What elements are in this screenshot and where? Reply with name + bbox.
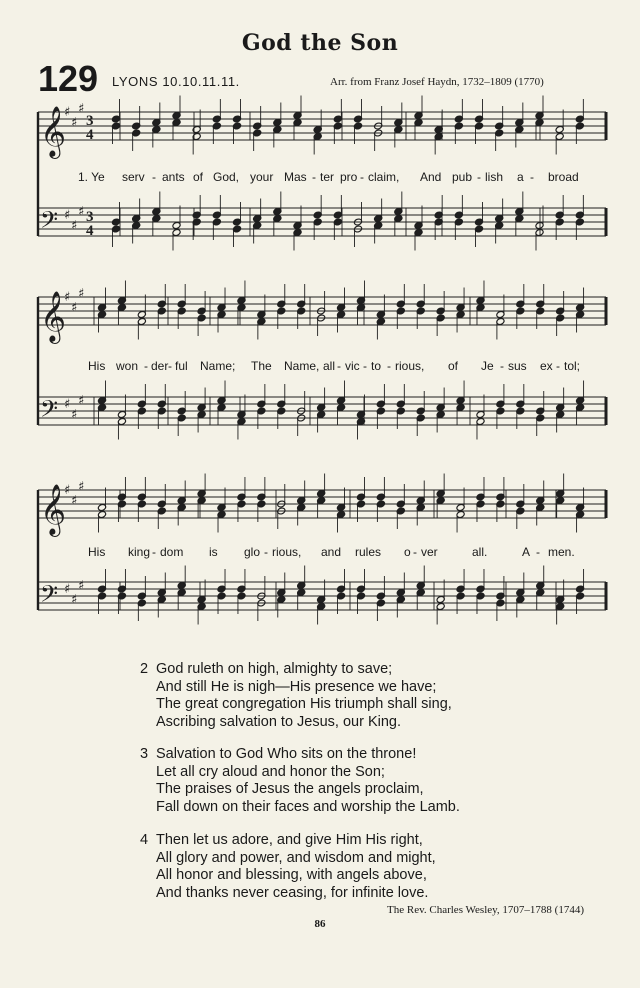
verse-line: Fall down on their faces and worship the Lamb. [156,798,460,815]
lyric-syllable: a [517,170,524,184]
bass-clef: 𝄢 [40,395,59,428]
time-signature-top: 3 [86,113,94,129]
lyric-syllable: His [88,359,106,373]
lyric-syllable: Name; [200,359,236,373]
lyric-syllable: to [371,359,382,373]
lyric-syllable: lish [485,170,504,184]
verse-line: Then let us adore, and give Him His right, [156,832,423,848]
treble-clef: 𝄞 [40,291,67,342]
lyric-syllable: men. [548,545,575,559]
verse-3 [140,746,460,816]
verse-number: 3 [140,746,149,762]
lyric-syllable: - [477,170,481,184]
sharp-sign: ♯ [64,582,71,597]
lyric-syllable: der [151,359,169,373]
lyric-syllable: - [536,545,540,559]
lyric-syllable: And [420,170,442,184]
verse-line: All glory and power, and wisdom and might, [156,849,436,866]
sharp-sign: ♯ [78,286,85,302]
sharp-sign: ♯ [71,115,78,131]
treble-clef: 𝄞 [40,106,67,157]
verse-line: Let all cry aloud and honor the Son; [156,763,385,780]
time-signature-bottom: 4 [86,127,94,143]
lyric-syllable: all. [472,545,488,559]
treble-clef: 𝄞 [40,484,67,535]
lyric-syllable: all [323,359,336,373]
sharp-sign: ♯ [64,290,71,305]
lyric-syllable: - [556,359,560,373]
tune-name-meter: LYONS 10.10.11.11. [112,74,240,89]
lyric-syllable: - [413,545,417,559]
lyric-syllable: - [264,545,268,559]
section-title: God the Son [241,30,399,56]
lyric-syllable: tol; [564,359,581,373]
verse-line: Salvation to God Who sits on the throne! [156,746,417,762]
author-credit: The Rev. Charles Wesley, 1707–1788 (1744) [387,904,584,916]
page-number: 86 [314,918,326,930]
lyric-syllable: - [363,359,367,373]
time-signature-top: 3 [86,209,94,225]
lyric-syllable: The [251,359,272,373]
sharp-sign: ♯ [78,578,85,594]
hymn-number: 129 [38,58,99,99]
lyric-syllable: of [193,170,204,184]
lyric-syllable: - [360,170,364,184]
lyric-syllable: rious, [395,359,425,373]
lyric-syllable: sus [508,359,527,373]
sharp-sign: ♯ [71,493,78,509]
lyric-syllable: broad [548,170,579,184]
bass-clef: 𝄢 [40,580,59,613]
lyric-line-3 [0,545,640,561]
sharp-sign: ♯ [71,407,78,423]
sharp-sign: ♯ [78,101,85,117]
sharp-sign: ♯ [71,218,78,234]
lyric-syllable: - [530,170,534,184]
lyric-syllable: vic [345,359,360,373]
verse-line: And thanks never ceasing, for infinite love. [156,884,429,901]
lyric-syllable: - [168,359,172,373]
lyric-syllable: - [144,359,148,373]
verse-line: God ruleth on high, almighty to save; [156,661,393,677]
sharp-sign: ♯ [64,397,71,412]
lyric-syllable: God, [213,170,240,184]
lyric-syllable: pub [452,170,473,184]
lyric-syllable: glo [244,545,261,559]
lyric-syllable: - [387,359,391,373]
lyric-syllable: dom [160,545,184,559]
sharp-sign: ♯ [64,208,71,223]
lyric-syllable: ful [175,359,188,373]
lyric-syllable: rious, [272,545,302,559]
lyric-syllable: and [321,545,342,559]
lyric-syllable: Name, [284,359,320,373]
lyric-syllable: - [312,170,316,184]
lyric-syllable: pro [340,170,358,184]
lyric-syllable: of [448,359,459,373]
sharp-sign: ♯ [71,592,78,608]
verse-number: 2 [140,661,149,677]
lyric-syllable: 1. Ye [78,170,105,184]
lyric-syllable: - [337,359,341,373]
sharp-sign: ♯ [78,393,85,409]
lyric-syllable: your [250,170,274,184]
verse-line: All honor and blessing, with angels above, [156,867,427,883]
verse-line: Ascribing salvation to Jesus, our King. [156,713,402,730]
sharp-sign: ♯ [78,204,85,220]
lyric-syllable: won [116,359,139,373]
lyric-syllable: A [522,545,531,559]
sharp-sign: ♯ [64,105,71,120]
lyric-syllable: ver [421,545,438,559]
lyric-syllable: His [88,545,106,559]
lyric-line-1 [0,170,640,186]
verse-line: The praises of Jesus the angels proclaim, [156,781,424,797]
verse-line: The great congregation His triumph shall sing, [156,696,452,712]
verse-2 [140,661,452,731]
verse-4 [140,832,436,902]
verse-number: 4 [140,832,149,848]
arrangement-credit: Arr. from Franz Josef Haydn, 1732–1809 (1770) [330,76,544,88]
lyric-syllable: - [152,545,156,559]
lyric-syllable: Je [481,359,494,373]
lyric-syllable: o [404,545,411,559]
time-signature-bottom: 4 [86,223,94,239]
lyric-syllable: rules [355,545,382,559]
lyric-line-2 [0,359,640,375]
lyric-syllable: Mas [284,170,307,184]
lyric-syllable: serv [122,170,145,184]
lyric-syllable: ex [540,359,553,373]
lyric-syllable: ants [162,170,185,184]
sharp-sign: ♯ [64,483,71,498]
lyric-syllable: is [209,545,218,559]
lyric-syllable: king [128,545,151,559]
bass-clef: 𝄢 [40,206,59,239]
lyric-syllable: claim, [368,170,400,184]
lyric-syllable: - [152,170,156,184]
lyric-syllable: ter [320,170,335,184]
sharp-sign: ♯ [78,479,85,495]
lyric-syllable: - [500,359,504,373]
sharp-sign: ♯ [71,300,78,316]
verse-line: And still He is nigh—His presence we have; [156,678,437,695]
